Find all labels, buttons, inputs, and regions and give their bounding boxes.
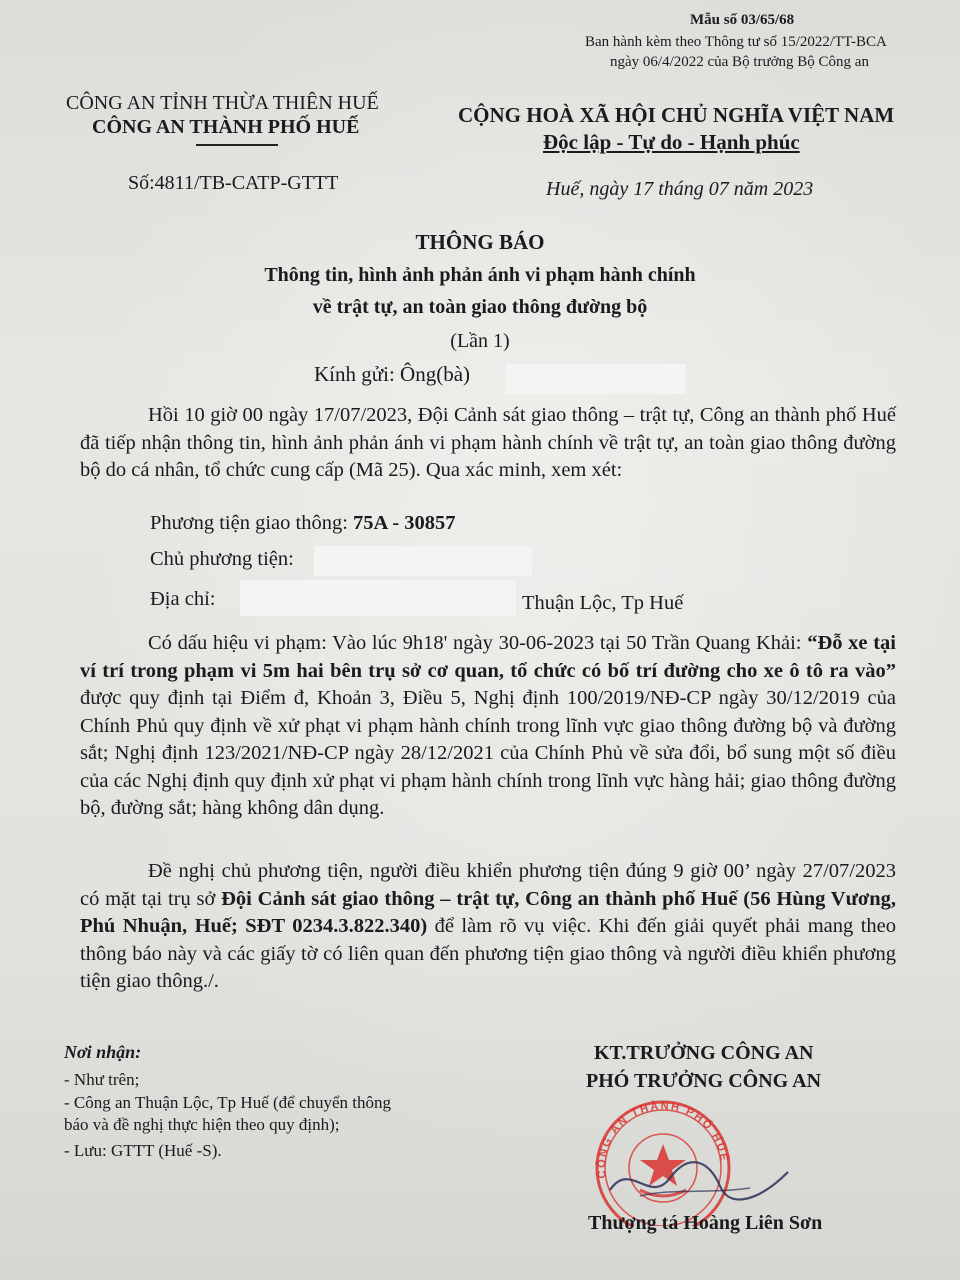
recipient-item: báo và đề nghị thực hiện theo quy định);: [64, 1115, 340, 1134]
issuer-agency: CÔNG AN TỈNH THỪA THIÊN HUẾ: [66, 92, 379, 114]
paragraph-intake-text: Hồi 10 giờ 00 ngày 17/07/2023, Đội Cảnh sát giao thông – trật tự, Công an thành phố Huế đã tiếp nhận thông tin, hình ảnh phản ánh vi phạm hành chính về trật tự, an toàn giao thông đường bộ do cá nhân, tổ chức cung cấp (Mã 25). Qua xác minh, xem xét:: [80, 404, 896, 481]
paragraph-violation: [80, 630, 896, 823]
recipients-heading: Nơi nhận:: [64, 1042, 142, 1062]
signer-name: Thượng tá Hoàng Liên Sơn: [588, 1212, 823, 1234]
paragraph-request: [80, 858, 896, 996]
recipient-item: - Lưu: GTTT (Huế -S).: [64, 1141, 222, 1160]
signature-title-2: PHÓ TRƯỞNG CÔNG AN: [586, 1070, 822, 1092]
violation-intro: Có dấu hiệu vi phạm: Vào lúc 9h18' ngày 30-06-2023 tại 50 Trần Quang Khải:: [148, 632, 802, 654]
address-label: Địa chỉ:: [150, 588, 216, 610]
document-type: THÔNG BÁO: [415, 230, 545, 254]
vehicle-row: [150, 512, 456, 535]
owner-label: Chủ phương tiện:: [150, 548, 294, 570]
form-code: Mẫu số 03/65/68: [690, 12, 795, 28]
place-date: Huế, ngày 17 tháng 07 năm 2023: [546, 178, 814, 200]
title-line-1: Thông tin, hình ảnh phản ánh vi phạm hành chính: [264, 264, 696, 286]
violation-quote: “Đỗ xe tại ví trí trong phạm vi 5m hai bên trụ sở cơ quan, tổ chức có bố trí đường cho xe ô tô ra vào”: [80, 632, 896, 682]
form-issued-date: ngày 06/4/2022 của Bộ trưởng Bộ Công an: [610, 54, 869, 70]
address-tail: Thuận Lộc, Tp Huế: [522, 592, 684, 614]
document-number: Số:4811/TB-CATP-GTTT: [128, 172, 339, 194]
vehicle-plate: 75A - 30857: [353, 512, 456, 534]
recipient-item: - Công an Thuận Lộc, Tp Huế (để chuyển thông: [64, 1093, 392, 1112]
handwritten-signature-icon: [600, 1150, 800, 1210]
recipient-item: - Như trên;: [64, 1070, 140, 1089]
vehicle-label: Phương tiện giao thông:: [150, 512, 348, 534]
nation-motto: Độc lập - Tự do - Hạnh phúc: [543, 130, 800, 154]
redacted-name: [506, 364, 686, 394]
form-issued-with: Ban hành kèm theo Thông tư số 15/2022/TT-BCA: [585, 34, 887, 50]
greeting: Kính gửi: Ông(bà): [314, 362, 471, 386]
nation-name: CỘNG HOÀ XÃ HỘI CHỦ NGHĨA VIỆT NAM: [458, 103, 895, 127]
request-location: Đội Cảnh sát giao thông – trật tự, Công an thành phố Huế (56 Hùng Vương, Phú Nhuận, Huế; SĐT 0234.3.822.340): [80, 887, 897, 937]
seal-text: CÔNG AN THÀNH PHỐ HUẾ: [595, 1100, 730, 1180]
signature-title-1: KT.TRƯỞNG CÔNG AN: [594, 1042, 814, 1064]
issuer-underline: [196, 144, 278, 146]
request-part-1: Đề nghị chủ phương tiện, người điều khiển phương tiện đúng 9 giờ 00’ ngày 27/07/2023 có mặt tại trụ sở: [80, 860, 896, 910]
notice-times: (Lần 1): [450, 330, 510, 352]
paragraph-intake: [80, 402, 896, 485]
issuer-sub-agency: CÔNG AN THÀNH PHỐ HUẾ: [92, 116, 360, 138]
redacted-owner: [314, 546, 532, 576]
request-part-2: để làm rõ vụ việc. Khi đến giải quyết phải mang theo thông báo này và các giấy tờ có liên quan đến phương tiện giao thông và người điều khiển phương tiện giao thông./.: [80, 915, 896, 992]
title-line-2: về trật tự, an toàn giao thông đường bộ: [312, 296, 648, 318]
redacted-address: [240, 580, 516, 616]
violation-rest: được quy định tại Điểm đ, Khoản 3, Điều 5, Nghị định 100/2019/NĐ-CP ngày 30/12/2019 của Chính Phủ quy định về xử phạt vi phạm hành chính trong lĩnh vực giao thông đường bộ và đường sắt; Nghị định 123/2021/NĐ-CP ngày 28/12/2021 của Chính Phủ về sửa đổi, bổ sung một số điều của các Nghị định quy định xử phạt vi phạm hành chính trong lĩnh vực hàng hải; giao thông đường bộ, đường sắt; hàng không dân dụng.: [80, 687, 896, 819]
